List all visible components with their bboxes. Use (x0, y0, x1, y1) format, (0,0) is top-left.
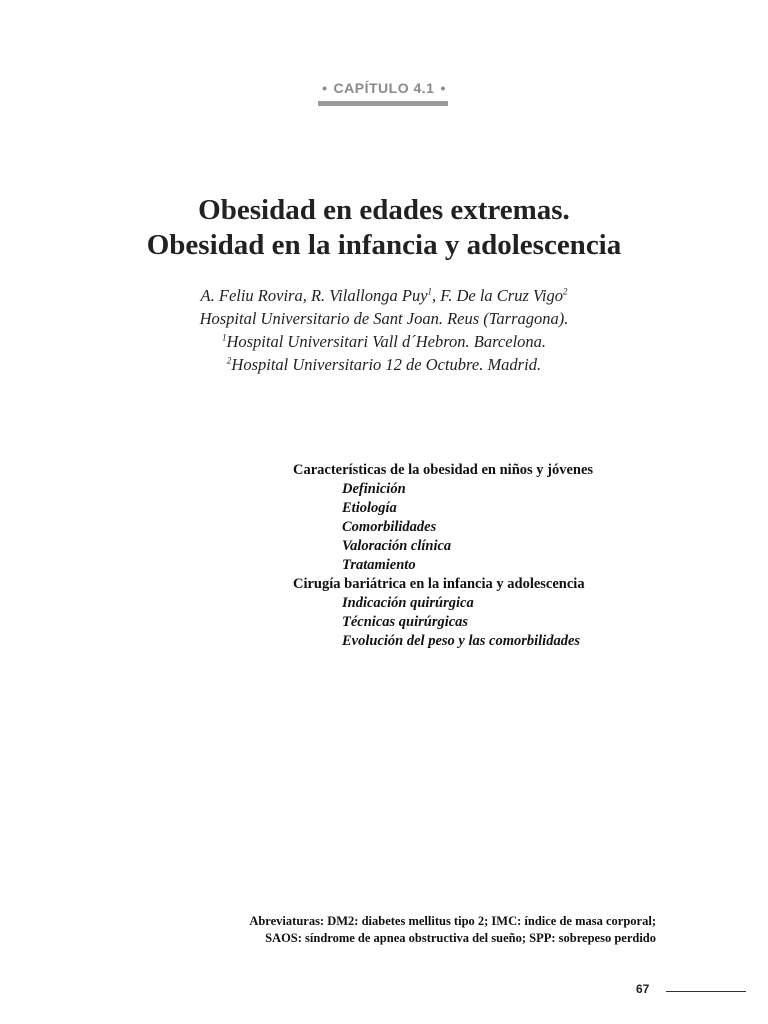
author-vilallonga-sup: 1 (427, 286, 433, 297)
toc-item: Técnicas quirúrgicas (342, 614, 469, 630)
title-line-2: Obesidad en la infancia y adolescencia (146, 229, 622, 261)
abbreviations-note (249, 913, 656, 947)
chapter-underline (318, 101, 448, 106)
toc-item: Comorbilidades (342, 519, 437, 535)
title-line-1: Obesidad en edades extremas. (198, 194, 570, 226)
abbreviations-line-1: Abreviaturas: DM2: diabetes mellitus tipo 2; IMC: índice de masa corporal; (249, 914, 656, 928)
table-of-contents (293, 461, 753, 651)
chapter-bullet-left: • (322, 80, 328, 96)
authors-block (0, 284, 768, 376)
affiliation-12-octubre: $^2$Hospital Universitario 12 de Octubre. Madrid. (226, 355, 542, 374)
affiliation-vall-hebron: $^1$Hospital Universitari Vall d´Hebron. Barcelona. (221, 332, 547, 351)
authors-line (0, 284, 768, 307)
toc-item: Etiología (342, 500, 397, 516)
page-number-rule (666, 991, 746, 992)
toc-item: Tratamiento (342, 557, 416, 573)
chapter-number: CAPÍTULO 4.1 (333, 80, 435, 96)
toc-item: Valoración clínica (342, 538, 452, 554)
toc-item: Evolución del peso y las comorbilidades (342, 633, 581, 649)
chapter-label (0, 80, 768, 96)
toc-section-2: Cirugía bariátrica en la infancia y adolescencia (293, 576, 585, 592)
chapter-bullet-right: • (440, 80, 446, 96)
toc-item: Definición (342, 481, 406, 497)
page-number: 67 (636, 982, 650, 996)
author-feliu: A. Feliu Rovira, (200, 286, 311, 305)
chapter-title (0, 193, 768, 263)
author-delacruz-sup: 2 (562, 286, 568, 297)
toc-item: Indicación quirúrgica (342, 595, 474, 611)
toc-section-1: Características de la obesidad en niños y jóvenes (293, 462, 594, 478)
abbreviations-line-2: SAOS: síndrome de apnea obstructiva del sueño; SPP: sobrepeso perdido (265, 931, 656, 945)
affiliation-sant-joan: Hospital Universitario de Sant Joan. Reus (Tarragona). (199, 309, 569, 328)
author-delacruz: , F. De la Cruz Vigo (432, 286, 563, 305)
author-vilallonga: R. Vilallonga Puy (310, 286, 428, 305)
